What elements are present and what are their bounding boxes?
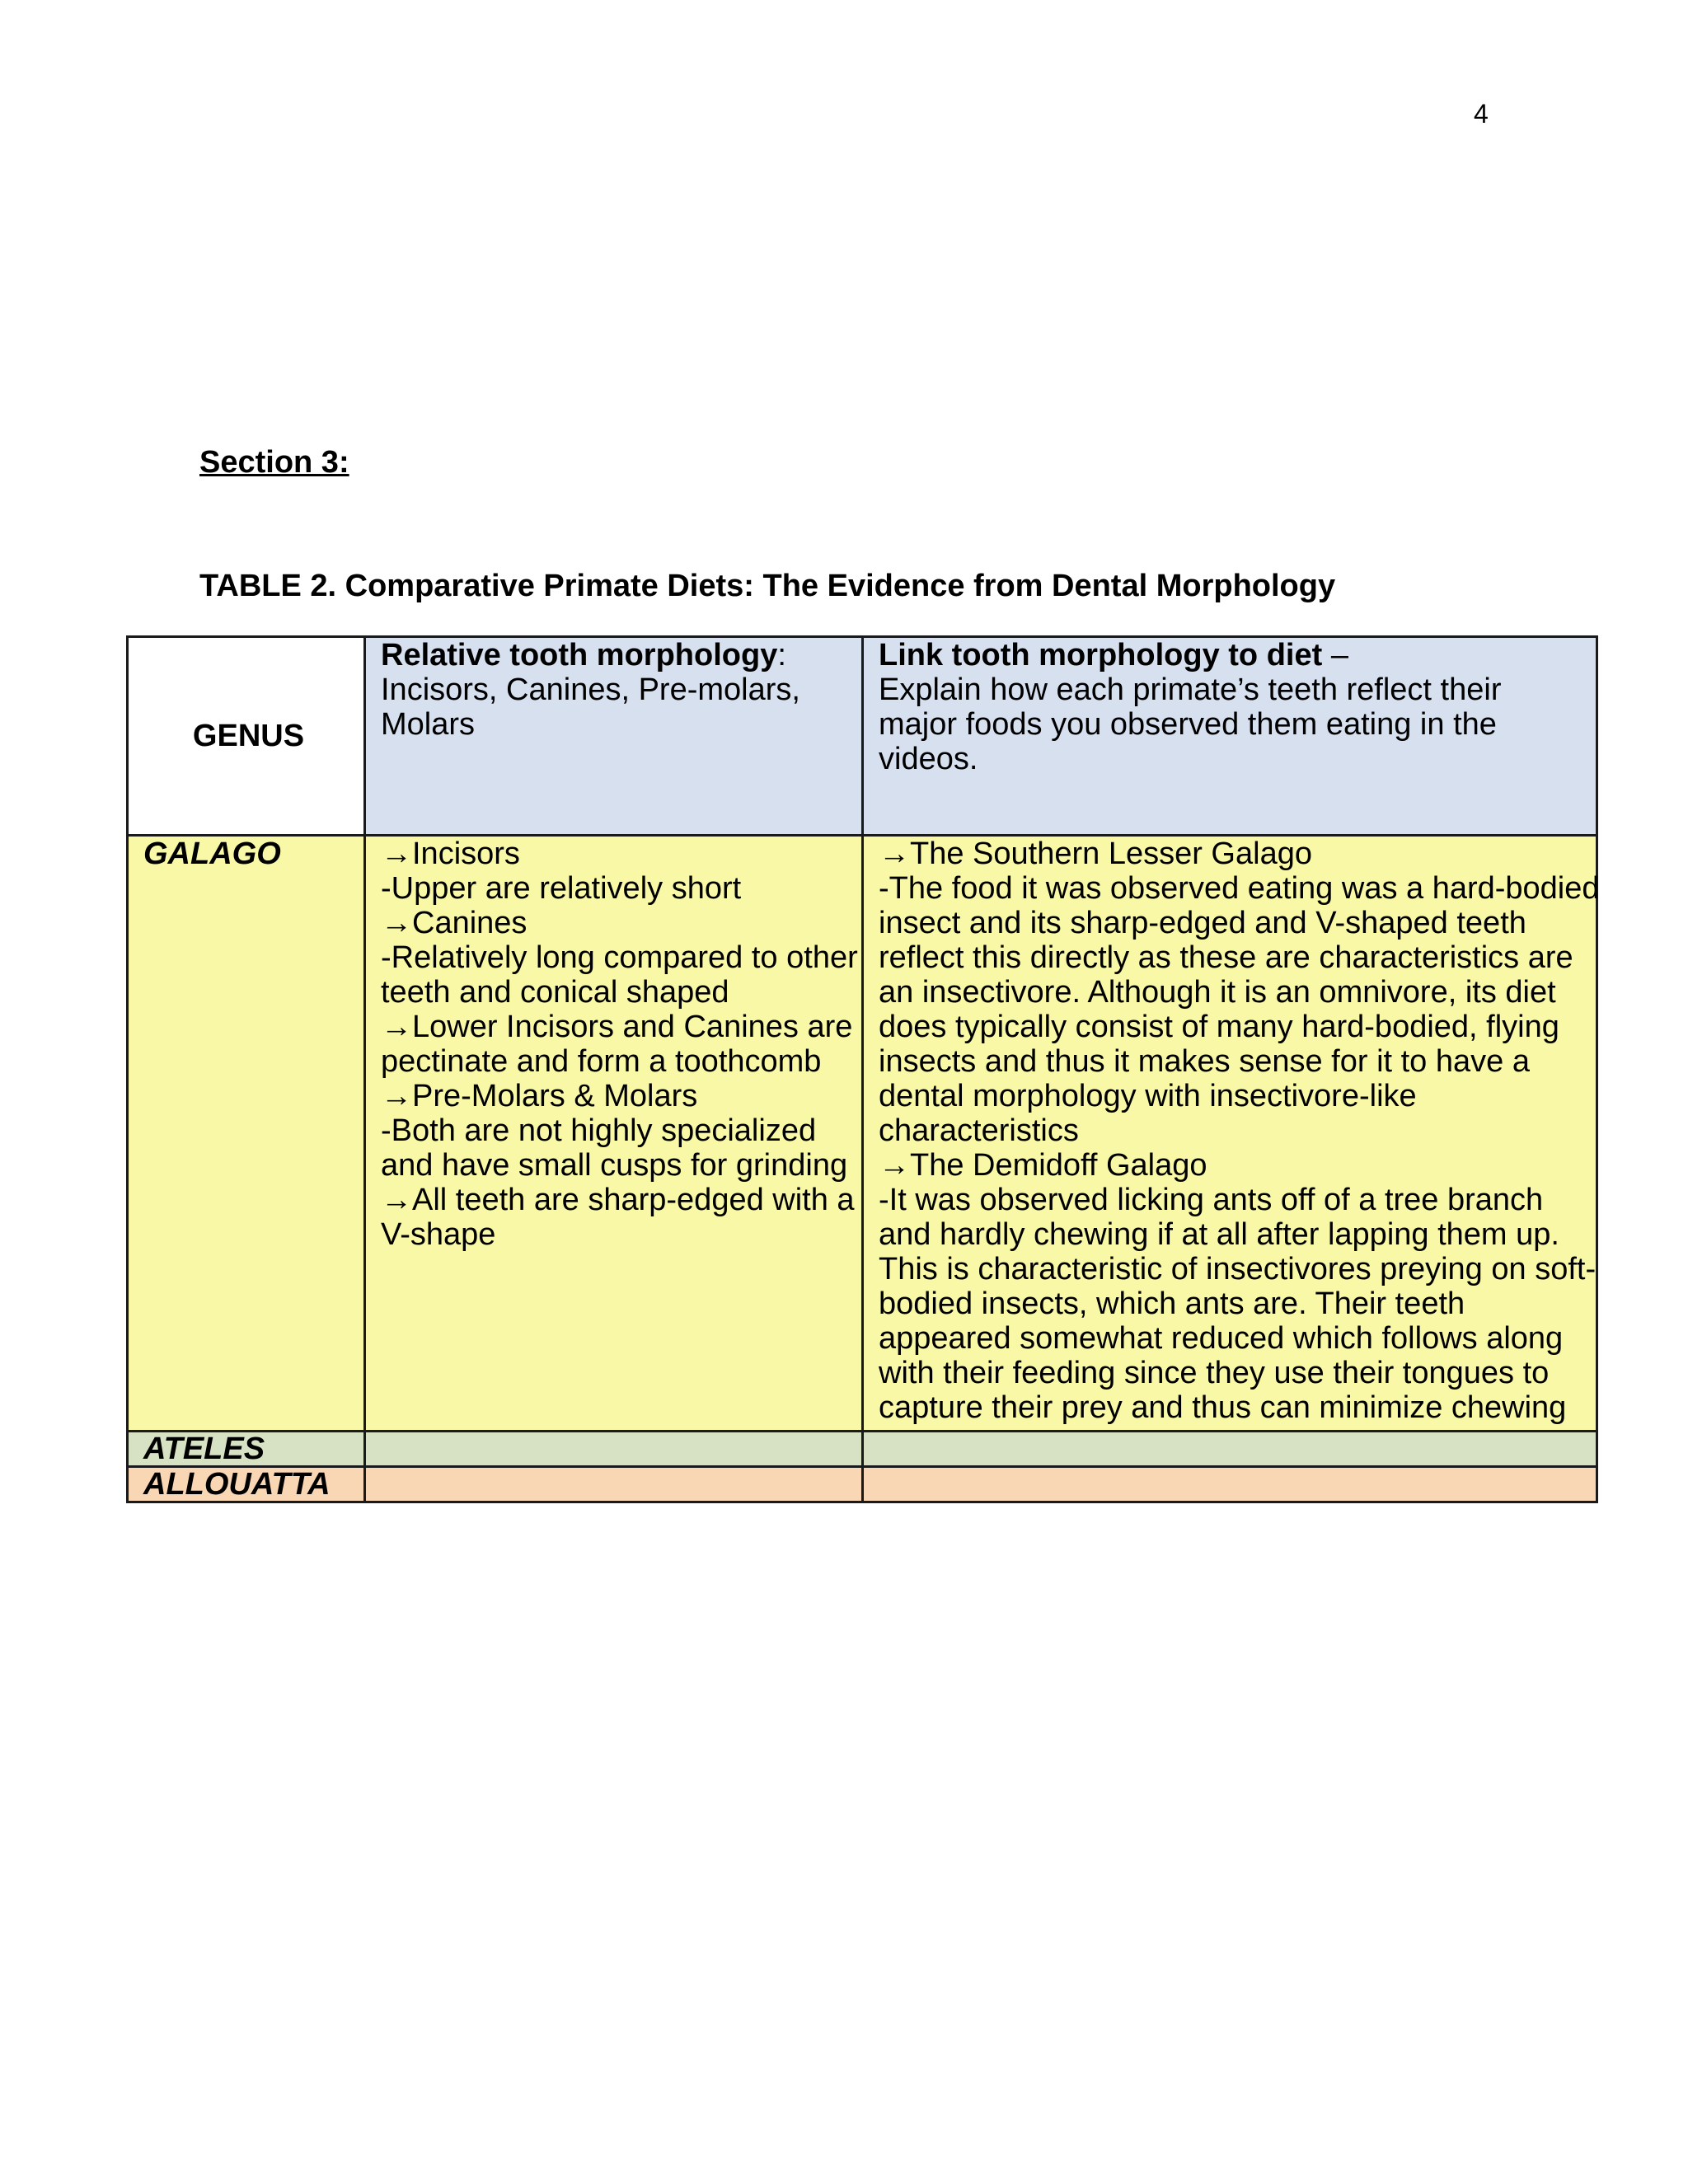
- diet-line: reflect this directly as these are characteristics are: [879, 940, 1573, 975]
- diet-line: →The Demidoff Galago: [879, 1148, 1207, 1183]
- diet-line: -It was observed licking ants off of a tree branch: [879, 1183, 1544, 1217]
- diet-line: characteristics: [879, 1113, 1079, 1148]
- morphology-header-title: Relative tooth morphology: [381, 638, 778, 673]
- diet-line: does typically consist of many hard-bodied, flying: [879, 1010, 1559, 1044]
- morphology-line: teeth and conical shaped: [381, 975, 729, 1010]
- page-number: 4: [1474, 99, 1489, 129]
- table-caption: TABLE 2. Comparative Primate Diets: The Evidence from Dental Morphology: [199, 569, 1336, 603]
- morphology-cell-allouatta: [365, 1467, 863, 1502]
- diet-line: capture their prey and thus can minimize chewing: [879, 1390, 1567, 1425]
- diet-cell-ateles: [863, 1432, 1597, 1467]
- diet-line: insects and thus it makes sense for it to have a: [879, 1044, 1530, 1079]
- table-row-allouatta: [128, 1467, 1597, 1502]
- morphology-line: -Relatively long compared to other: [381, 940, 858, 975]
- morphology-line: →All teeth are sharp-edged with a: [381, 1183, 855, 1217]
- diet-header-cell: [863, 637, 1597, 836]
- genus-cell-allouatta: ALLOUATTA: [128, 1467, 365, 1502]
- genus-header-cell: GENUS: [128, 637, 365, 836]
- genus-cell-ateles: ATELES: [128, 1432, 365, 1467]
- morphology-line: pectinate and form a toothcomb: [381, 1044, 822, 1079]
- morphology-header-line: Molars: [381, 707, 476, 742]
- morphology-cell-galago: [365, 836, 863, 1432]
- morphology-line: →Incisors: [381, 837, 520, 871]
- diet-line: bodied insects, which ants are. Their teeth: [879, 1286, 1465, 1321]
- morphology-line: →Canines: [381, 906, 528, 940]
- diet-header-line: Explain how each primate’s teeth reflect their: [879, 673, 1502, 707]
- diet-line: insect and its sharp-edged and V-shaped teeth: [879, 906, 1526, 940]
- diet-line: dental morphology with insectivore-like: [879, 1079, 1417, 1113]
- diet-line: an insectivore. Although it is an omnivore, its diet: [879, 975, 1556, 1010]
- morphology-header-cell: [365, 637, 863, 836]
- morphology-line: →Lower Incisors and Canines are: [381, 1010, 853, 1044]
- morphology-line: →Pre-Molars & Molars: [381, 1079, 698, 1113]
- morphology-line: -Upper are relatively short: [381, 871, 742, 906]
- diet-line: This is characteristic of insectivores preying on soft-: [879, 1252, 1597, 1286]
- diet-line: appeared somewhat reduced which follows along: [879, 1321, 1564, 1356]
- diet-header-dash: –: [1322, 638, 1348, 673]
- diet-line: -The food it was observed eating was a hard-bodied: [879, 871, 1600, 906]
- morphology-header-line: Incisors, Canines, Pre-molars,: [381, 673, 800, 707]
- diet-cell-allouatta: [863, 1467, 1597, 1502]
- morphology-line: -Both are not highly specialized: [381, 1113, 817, 1148]
- table-header-row: [128, 637, 1597, 836]
- diet-comparison-table: [126, 635, 1598, 1503]
- diet-header-title: Link tooth morphology to diet: [879, 638, 1323, 673]
- morphology-line: and have small cusps for grinding: [381, 1148, 848, 1183]
- genus-cell-galago: GALAGO: [128, 836, 365, 1432]
- diet-header-line: major foods you observed them eating in the: [879, 707, 1497, 742]
- diet-line: →The Southern Lesser Galago: [879, 837, 1312, 871]
- diet-header-line: videos.: [879, 742, 978, 776]
- diet-line: with their feeding since they use their tongues to: [879, 1356, 1550, 1390]
- diet-cell-galago: [863, 836, 1600, 1432]
- section-heading: Section 3:: [199, 445, 349, 480]
- morphology-cell-ateles: [365, 1432, 863, 1467]
- table-row-ateles: [128, 1432, 1597, 1467]
- morphology-line: V-shape: [381, 1217, 496, 1252]
- table-row-galago: [128, 836, 1597, 1432]
- diet-line: and hardly chewing if at all after lapping them up.: [879, 1217, 1559, 1252]
- morphology-header-colon: :: [777, 638, 786, 673]
